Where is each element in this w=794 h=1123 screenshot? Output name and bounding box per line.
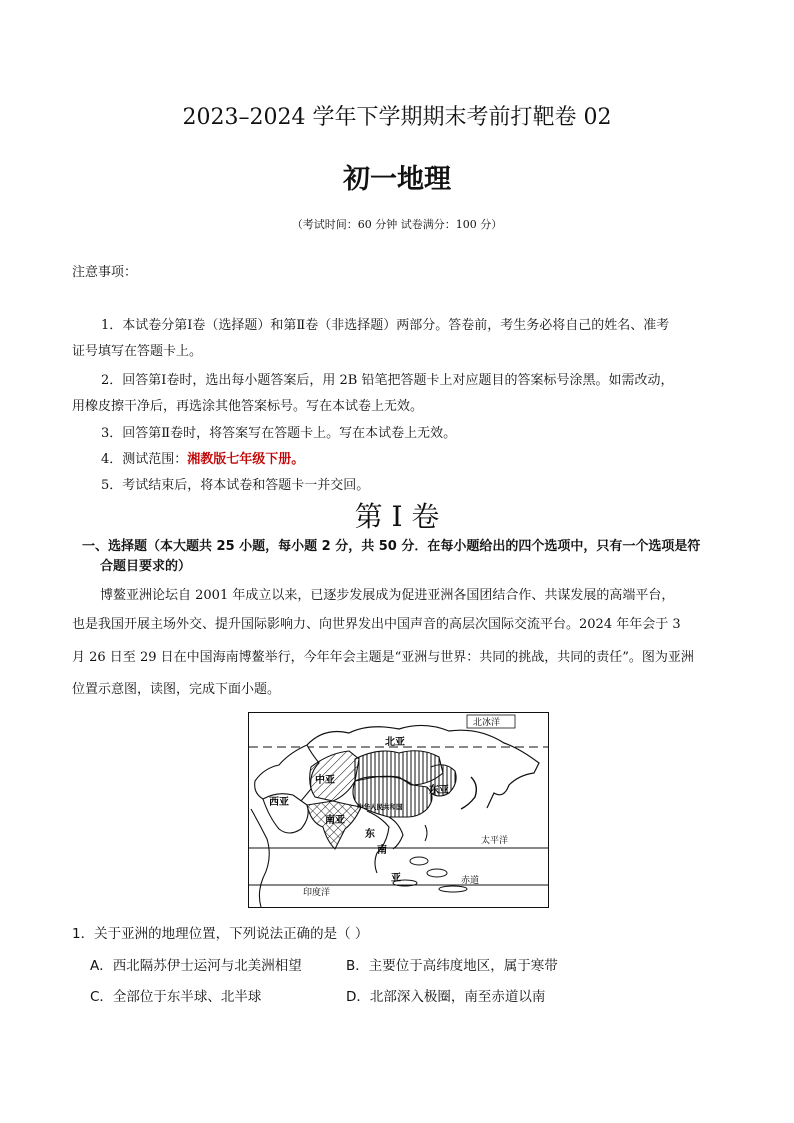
japan-outline <box>461 777 476 809</box>
label-southeast-c: 亚 <box>391 873 401 884</box>
passage-line-1: 博鳌亚洲论坛自 2001 年成立以来，已逐步发展成为促进亚洲各国团结合作、共谋发展的高端平台， <box>100 588 675 603</box>
philippines-outline <box>425 825 427 841</box>
notice-item-4-prefix: 4．测试范围： <box>101 452 188 467</box>
notice-heading: 注意事项： <box>72 265 138 280</box>
notice-item-1-line-1: 1．本试卷分第Ⅰ卷（选择题）和第Ⅱ卷（非选择题）两部分。答卷前，考生务必将自己的姓名、准考 <box>101 318 670 333</box>
label-south-asia: 南亚 <box>325 815 345 826</box>
island-1 <box>410 857 428 865</box>
passage-line-4: 位置示意图，读图，完成下面小题。 <box>72 682 281 697</box>
label-indian-ocean: 印度洋 <box>303 888 331 898</box>
question-1-option-a: A．西北隔苏伊士运河与北美洲相望 <box>90 958 302 974</box>
label-north-asia: 北亚 <box>385 737 405 748</box>
label-pacific: 太平洋 <box>481 836 509 846</box>
notice-item-4 <box>101 451 304 469</box>
question-1-option-d: D．北部深入极圈，南至赤道以南 <box>346 989 546 1005</box>
label-east-asia: 东亚 <box>429 785 449 796</box>
notice-item-2-line-1: 2．回答第Ⅰ卷时，选出每小题答案后，用 2B 铅笔把答题卡上对应题目的答案标号涂黑。如需改动， <box>101 373 674 388</box>
exam-title: 2023–2024 学年下学期期末考前打靶卷 02 <box>182 105 612 130</box>
notice-item-1-line-2: 证号填写在答题卡上。 <box>72 344 203 359</box>
section-heading-line-2: 合题目要求的） <box>100 559 192 574</box>
section-heading-line-1: 一、选择题（本大题共 25 小题，每小题 2 分，共 50 分．在每小题给出的四个选项中，只有一个选项是符 <box>82 539 701 554</box>
question-1-option-c: C．全部位于东半球、北半球 <box>90 989 262 1005</box>
question-1-stem: 1．关于亚洲的地理位置，下列说法正确的是（ ） <box>72 926 369 942</box>
passage-line-3: 月 26 日至 29 日在中国海南博鳌举行，今年年会主题是“亚洲与世界：共同的挑战，共同的责任”。图为亚洲 <box>72 650 694 665</box>
southeast-asia-outline <box>367 811 389 873</box>
island-2 <box>427 869 447 877</box>
part-one-title: 第 I 卷 <box>354 500 440 533</box>
label-prc: 中华人民共和国 <box>357 803 403 811</box>
asia-map-svg <box>249 713 548 907</box>
exam-info: （考试时间：60 分钟 试卷满分：100 分） <box>291 218 503 231</box>
label-west-asia: 西亚 <box>269 797 289 808</box>
section-heading <box>82 537 700 577</box>
passage-line-2: 也是我国开展主场外交、提升国际影响力、向世界发出中国声音的高层次国际交流平台。2024 年年会于 3 <box>72 617 681 632</box>
question-1-option-b: B．主要位于高纬度地区，属于寒带 <box>346 958 558 974</box>
notice-item-2-line-2: 用橡皮擦干净后，再选涂其他答案标号。写在本试卷上无效。 <box>72 399 424 414</box>
test-scope: 湘教版七年级下册。 <box>187 452 305 467</box>
label-southeast-a: 东 <box>365 829 375 840</box>
label-central-asia: 中亚 <box>315 775 335 786</box>
asia-location-map <box>248 712 549 908</box>
label-southeast-b: 南 <box>377 845 387 856</box>
notice-item-5: 5．考试结束后，将本试卷和答题卡一并交回。 <box>101 478 370 493</box>
island-4 <box>439 886 467 892</box>
africa-coast <box>251 809 269 907</box>
subject-title: 初一地理 <box>343 164 451 195</box>
label-arctic-ocean: 北冰洋 <box>473 718 501 728</box>
label-equator: 赤道 <box>461 876 480 886</box>
indochina-outline <box>389 817 403 849</box>
notice-item-3: 3．回答第Ⅱ卷时，将答案写在答题卡上。写在本试卷上无效。 <box>101 426 457 441</box>
